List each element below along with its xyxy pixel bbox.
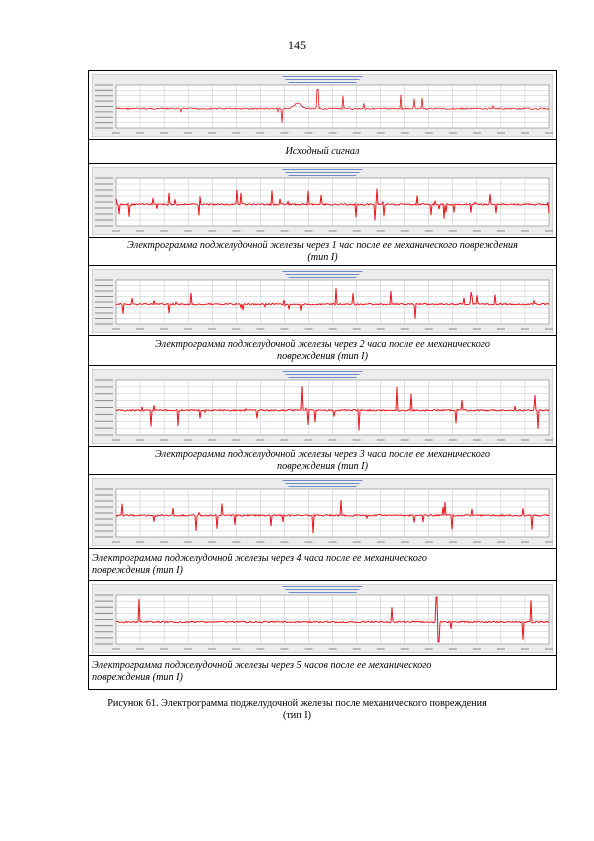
caption-line: Электрограмма поджелудочной железы через 1 час после ее механического повреждения [127, 240, 518, 251]
caption-line: повреждения (тип I) [277, 461, 368, 472]
caption-cell-0 [89, 140, 556, 164]
caption-line: (тип I) [307, 252, 338, 263]
caption-cell-5 [89, 656, 556, 689]
page-number: 145 [288, 38, 306, 52]
caption-cell-1 [89, 238, 556, 266]
caption-line: повреждения (тип I) [92, 672, 183, 683]
chart-2 [92, 269, 553, 333]
chart-1 [92, 167, 553, 235]
caption-line: Электрограмма поджелудочной железы через 3 часа после ее механического [155, 449, 490, 460]
chart-cell-2 [89, 266, 556, 336]
caption-line: повреждения (тип I) [92, 565, 183, 576]
caption-line: повреждения (тип I) [277, 351, 368, 362]
chart-cell-1 [89, 164, 556, 238]
chart-cell-0 [89, 71, 556, 140]
caption-cell-3 [89, 447, 556, 475]
caption-line: Электрограмма поджелудочной железы через 5 часов после ее механического [92, 660, 432, 671]
figure-table [88, 70, 557, 690]
figure-caption-line: Рисунок 61. Электрограмма поджелудочной железы после механического повреждения [107, 698, 487, 709]
chart-cell-3 [89, 366, 556, 447]
chart-3 [92, 369, 553, 444]
caption-line: Исходный сигнал [285, 146, 360, 157]
caption-cell-4 [89, 549, 556, 581]
caption-line: Электрограмма поджелудочной железы через 4 часа после ее механического [92, 553, 427, 564]
chart-4 [92, 478, 553, 546]
chart-0 [92, 74, 553, 137]
figure-caption [40, 698, 554, 722]
chart-5 [92, 584, 553, 653]
chart-cell-5 [89, 581, 556, 656]
caption-line: Электрограмма поджелудочной железы через 2 часа после ее механического [155, 339, 490, 350]
chart-cell-4 [89, 475, 556, 549]
caption-cell-2 [89, 336, 556, 366]
figure-caption-line: (тип I) [282, 710, 312, 721]
